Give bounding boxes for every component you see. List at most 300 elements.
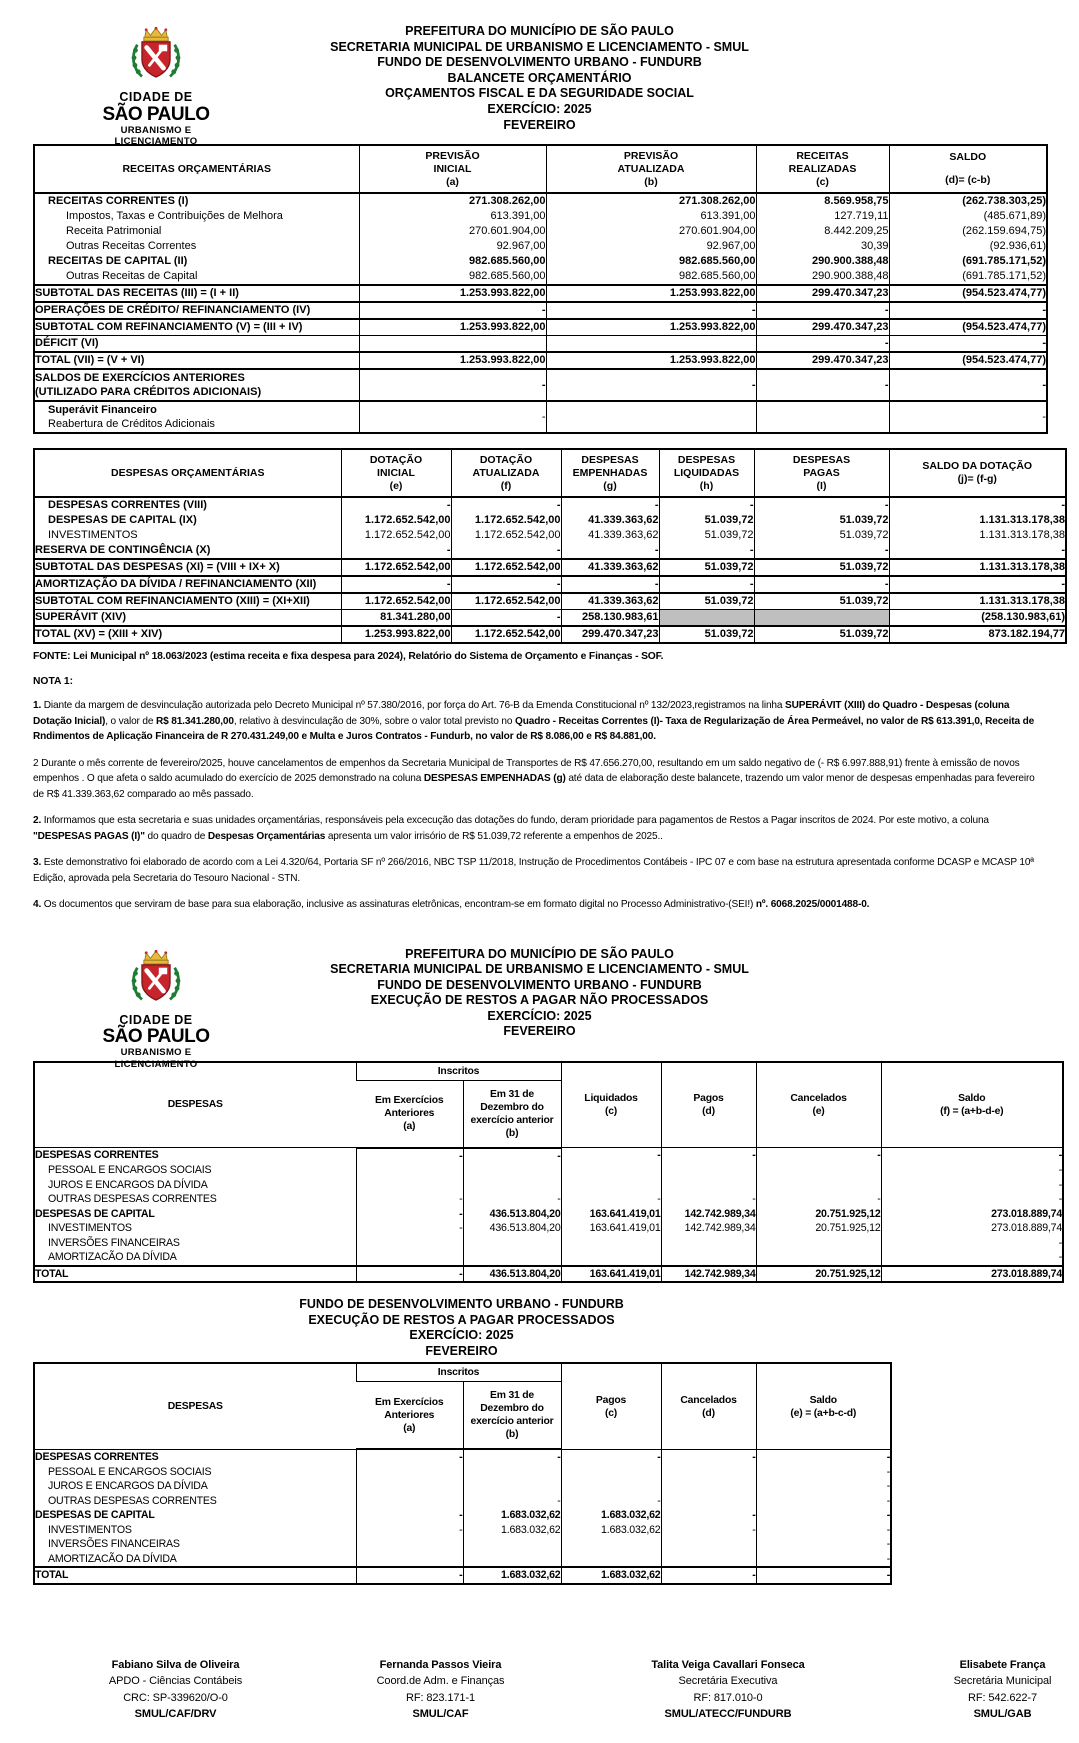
cell-value: (954.523.474,77) <box>889 285 1047 302</box>
text-line: FEVEREIRO <box>503 1024 576 1039</box>
table-row <box>34 193 1047 209</box>
col-header-previsao-inicial <box>359 145 546 193</box>
cell-value <box>561 1537 661 1552</box>
row-label: Outras Receitas de Capital <box>66 270 198 282</box>
text-line: Em 31 de <box>489 1088 535 1100</box>
col-header-cancelados <box>661 1363 756 1449</box>
text-line: EXERCÍCIO: 2025 <box>409 1328 514 1343</box>
cell-value <box>463 1465 561 1480</box>
cell-value: - <box>356 1449 463 1465</box>
col-header-despesas-liquidadas <box>659 449 754 497</box>
cell-value <box>463 1537 561 1552</box>
text-line: DOTAÇÃO <box>479 453 533 466</box>
col-header-31-dezembro <box>463 1080 561 1148</box>
note-segment: DESPESAS EMPENHADAS (g) <box>423 773 566 784</box>
col-header-exercicios-anteriores <box>356 1382 463 1450</box>
cell-value: (691.785.171,52) <box>889 254 1047 269</box>
cell-value: 1.172.652.542,00 <box>341 593 451 610</box>
col-header-dotacao-inicial <box>341 449 451 497</box>
table-row <box>34 224 1047 239</box>
cell-value: 1.172.652.542,00 <box>341 513 451 528</box>
text-line: PREVISÃO <box>623 149 679 162</box>
table-row <box>34 1192 1063 1207</box>
col-header-despesas: DESPESAS <box>34 1363 356 1449</box>
cell-value: - <box>546 369 756 401</box>
cell-value: - <box>881 1178 1063 1193</box>
text-line: INICIAL <box>377 466 415 479</box>
cell-value: 1.253.993.822,00 <box>341 626 451 643</box>
row-label: DÉFICIT (VI) <box>34 336 359 353</box>
cell-value: 1.172.652.542,00 <box>451 513 561 528</box>
table-row <box>34 497 1066 513</box>
table-row <box>34 1479 891 1494</box>
cell-value: - <box>451 543 561 559</box>
receitas-table-header <box>34 145 1047 193</box>
cell-value: - <box>356 1508 463 1523</box>
table-row <box>34 1207 1063 1222</box>
cell-value: (92.936,61) <box>889 239 1047 254</box>
cell-value <box>561 1479 661 1494</box>
cell-value: 299.470.347,23 <box>756 319 889 336</box>
text-line: (a) <box>403 1422 416 1434</box>
cell-value: 41.339.363,62 <box>561 559 659 576</box>
table-row <box>34 254 1047 269</box>
text-line: Coord.de Adm. e Finanças <box>376 1675 505 1688</box>
text-line: exercício anterior <box>470 1416 554 1428</box>
cell-value: - <box>881 1236 1063 1251</box>
cell-value: - <box>463 1494 561 1509</box>
table-row <box>34 513 1066 528</box>
col-header-despesas: DESPESAS <box>34 1062 356 1148</box>
cell-value <box>561 1178 661 1193</box>
cell-value: 51.039,72 <box>659 559 754 576</box>
cell-value <box>756 1163 881 1178</box>
cell-value <box>356 1494 463 1509</box>
text-line: Em Exercícios <box>375 1095 444 1106</box>
cell-value <box>546 336 756 353</box>
row-label: INVESTIMENTOS <box>48 1523 132 1536</box>
text-line: Saldo <box>809 1394 837 1406</box>
cell-value: - <box>756 1479 891 1494</box>
cell-value: - <box>889 336 1047 353</box>
row-label: INVESTIMENTOS <box>48 529 138 541</box>
cell-value: 1.172.652.542,00 <box>341 559 451 576</box>
row-label: AMORTIZAÇÃO DA DÍVIDA / REFINANCIAMENTO (XII) <box>34 576 341 593</box>
row-label: DESPESAS CORRENTES <box>35 1149 159 1162</box>
cell-value <box>546 401 756 433</box>
row-label: SUBTOTAL DAS RECEITAS (III) = (I + II) <box>34 285 359 302</box>
cell-value: 51.039,72 <box>754 513 889 528</box>
cell-value: 873.182.194,77 <box>889 626 1066 643</box>
cell-value: 142.742.989,34 <box>661 1266 756 1283</box>
logo-text-licenciamento: LICENCIAMENTO <box>114 1058 198 1070</box>
despesas-table-header <box>34 449 1066 497</box>
cell-value <box>661 1537 756 1552</box>
text-line: DESPESAS <box>581 453 639 466</box>
text-line: Dezembro do <box>480 1101 544 1113</box>
text-line: Em 31 de <box>489 1390 535 1402</box>
row-label: RESERVA DE CONTINGÊNCIA (X) <box>35 544 211 556</box>
cell-value: - <box>756 1148 881 1164</box>
col-header-pagos <box>561 1363 661 1449</box>
cell-value: - <box>463 1192 561 1207</box>
row-label: TOTAL <box>34 1567 356 1584</box>
cell-value: 982.685.560,00 <box>359 254 546 269</box>
cell-value: 1.131.313.178,38 <box>889 593 1066 610</box>
cell-value: - <box>659 543 754 559</box>
cell-value: - <box>756 369 889 401</box>
cell-value: 299.470.347,23 <box>756 352 889 369</box>
col-header-liquidados <box>561 1062 661 1148</box>
cell-value <box>756 1236 881 1251</box>
note-segment: do quadro de <box>144 830 208 842</box>
city-logo <box>91 26 221 147</box>
col-header-saldo-dotacao <box>889 449 1066 497</box>
signature-elisabete <box>893 1657 1079 1723</box>
table-row <box>34 209 1047 224</box>
cell-value <box>659 610 754 627</box>
cell-value: 299.470.347,23 <box>561 626 659 643</box>
row-label: SALDOS DE EXERCÍCIOS ANTERIORES (UTILIZADO PARA CRÉDITOS ADICIONAIS) <box>34 369 359 401</box>
text-line: EXERCÍCIO: 2025 <box>487 101 592 116</box>
cell-value: - <box>356 1207 463 1222</box>
cell-value: 1.683.032,62 <box>463 1567 561 1584</box>
cell-value: 51.039,72 <box>754 528 889 543</box>
logo-text-licenciamento: LICENCIAMENTO <box>114 136 198 147</box>
cell-value: - <box>356 1192 463 1207</box>
cell-value: 982.685.560,00 <box>546 269 756 285</box>
receitas-table-body <box>34 193 1047 433</box>
cell-value <box>356 1250 463 1266</box>
cell-value: 273.018.889,74 <box>881 1266 1063 1283</box>
row-label: Superávit Financeiro Reabertura de Créditos Adicionais <box>34 401 359 433</box>
cell-value: 613.391,00 <box>359 209 546 224</box>
rpp-table-header <box>34 1363 891 1449</box>
row-label: OPERAÇÕES DE CRÉDITO/ REFINANCIAMENTO (IV) <box>34 302 359 319</box>
cell-value <box>661 1552 756 1568</box>
text-line: (d)= (c-b) <box>945 174 991 186</box>
cell-value: (691.785.171,52) <box>889 269 1047 285</box>
table-row <box>34 1148 1063 1164</box>
note-segment: 2. <box>33 815 42 826</box>
row-label: Receita Patrimonial <box>66 225 162 237</box>
cell-value <box>463 1163 561 1178</box>
col-header-despesas-empenhadas <box>561 449 659 497</box>
row-label: AMORTIZACÃO DA DÍVIDA <box>48 1251 177 1263</box>
note-paragraph-2b <box>33 813 1046 844</box>
table-row <box>34 319 1047 336</box>
cell-value: - <box>546 302 756 319</box>
cell-value: 51.039,72 <box>659 593 754 610</box>
cell-value: 51.039,72 <box>659 528 754 543</box>
cell-value: - <box>661 1148 756 1164</box>
col-header-receitas: RECEITAS ORÇAMENTÁRIAS <box>34 145 359 193</box>
cell-value: 290.900.388,48 <box>756 269 889 285</box>
cell-value: - <box>756 336 889 353</box>
text-line: PREFEITURA DO MUNICÍPIO DE SÃO PAULO <box>405 946 674 961</box>
cell-value: 1.683.032,62 <box>463 1508 561 1523</box>
note-segment: Informamos que esta secretaria e suas unidades orçamentárias, responsáveis pela excecução das dotações do fundo, deram prioridade para pagamentos de Restos a Pagar inscritos de 2024. Por este motivo, a coluna <box>41 815 989 826</box>
text-line: FUNDO DE DESENVOLVIMENTO URBANO - FUNDURB <box>377 977 702 992</box>
cell-value: 1.172.652.542,00 <box>451 559 561 576</box>
col-header-previsao-atualizada <box>546 145 756 193</box>
cell-value: 51.039,72 <box>754 626 889 643</box>
cell-value: 982.685.560,00 <box>359 269 546 285</box>
cell-value: - <box>661 1192 756 1207</box>
note-segment: 3. <box>33 857 42 868</box>
note-segment: Quadro - Receitas Correntes (I)- Taxa de Regularização de Área Permeável, no valor de R$ 613.391,0, Receita de Rndimentos de Aplicação Financeira de R 270.431.249,00 e Multa e Juros Contratos - Fundurb, no valor de R$ 8.086,00 e R$ 84.881,00. <box>33 715 1035 742</box>
section2-header <box>33 946 1046 1070</box>
text-line: Fabiano Silva de Oliveira <box>111 1658 240 1671</box>
receitas-table <box>33 144 1048 434</box>
cell-value: 436.513.804,20 <box>463 1266 561 1283</box>
cell-value: 273.018.889,74 <box>881 1207 1063 1222</box>
table-row <box>34 352 1047 369</box>
cell-value: - <box>754 576 889 593</box>
signature-fernanda <box>318 1657 563 1723</box>
row-label: DESPESAS CORRENTES (VIII) <box>48 499 207 511</box>
cell-value: - <box>451 576 561 593</box>
row-label: INVESTIMENTOS <box>48 1222 132 1234</box>
text-line: SECRETARIA MUNICIPAL DE URBANISMO E LICENCIAMENTO - SMUL <box>330 39 749 54</box>
row-label: SUBTOTAL COM REFINANCIAMENTO (V) = (III + IV) <box>34 319 359 336</box>
table-row <box>34 593 1066 610</box>
cell-value: (262.738.303,25) <box>889 193 1047 209</box>
note-segment: Os documentos que serviram de base para sua elaboração, inclusive as assinaturas eletrônicas, encontram-se em formato digital no Processo Administrativo-(SEI!) <box>41 899 756 910</box>
cell-value: 127.719,11 <box>756 209 889 224</box>
cell-value: - <box>451 497 561 513</box>
cell-value <box>561 1236 661 1251</box>
table-row <box>34 1449 891 1465</box>
cell-value: 51.039,72 <box>754 593 889 610</box>
signature-talita <box>563 1657 893 1723</box>
row-label: RECEITAS DE CAPITAL (II) <box>48 255 188 267</box>
text-line: EXECUÇÃO DE RESTOS A PAGAR NÃO PROCESSADOS <box>370 993 709 1008</box>
table-row <box>34 401 1047 433</box>
text-line: PREVISÃO <box>425 149 480 162</box>
cell-value: - <box>359 401 546 433</box>
col-header-exercicios-anteriores <box>356 1080 463 1148</box>
table-row <box>34 1163 1063 1178</box>
logo-text-sao-paulo: SÃO PAULO <box>102 1026 210 1047</box>
text-line: RF: 542.622-7 <box>967 1691 1038 1704</box>
note-segment: R$ 81.341.280,00 <box>156 715 234 727</box>
row-label: JUROS E ENCARGOS DA DÍVIDA <box>48 1480 208 1493</box>
cell-value <box>463 1250 561 1266</box>
col-header-inscritos-group: Inscritos <box>356 1363 561 1382</box>
cell-value: 20.751.925,12 <box>756 1207 881 1222</box>
col-header-inscritos-group: Inscritos <box>356 1062 561 1081</box>
cell-value: (258.130.983,61) <box>889 610 1066 627</box>
text-line: Cancelados <box>680 1394 737 1406</box>
cell-value: - <box>356 1266 463 1283</box>
cell-value: 1.172.652.542,00 <box>451 528 561 543</box>
table-row <box>34 1552 891 1568</box>
cell-value: - <box>451 610 561 627</box>
note-segment: , relativo à desvinculação de 30%, sobre o valor total previsto no <box>233 715 516 727</box>
text-line: LIQUIDADAS <box>673 466 740 479</box>
cell-value: - <box>756 1494 891 1509</box>
table-row <box>34 1178 1063 1193</box>
text-line: PREFEITURA DO MUNICÍPIO DE SÃO PAULO <box>405 24 674 38</box>
cell-value <box>356 1163 463 1178</box>
cell-value: 299.470.347,23 <box>756 285 889 302</box>
sao-paulo-coat-of-arms-icon <box>125 26 187 84</box>
cell-value: 1.683.032,62 <box>463 1523 561 1538</box>
cell-value <box>661 1163 756 1178</box>
text-line: (h) <box>699 479 714 492</box>
text-line: Pagos <box>693 1092 724 1104</box>
cell-value: 1.253.993.822,00 <box>359 319 546 336</box>
text-line: (f) <box>500 479 512 492</box>
despesas-table <box>33 448 1067 644</box>
cell-value: 8.442.209,25 <box>756 224 889 239</box>
cell-value: - <box>659 576 754 593</box>
row-label: TOTAL (XV) = (XIII + XIV) <box>34 626 341 643</box>
cell-value: 51.039,72 <box>659 626 754 643</box>
note-paragraph-3 <box>33 855 1046 886</box>
text-line: BALANCETE ORÇAMENTÁRIO <box>447 70 632 85</box>
text-line: FUNDO DE DESENVOLVIMENTO URBANO - FUNDURB <box>377 55 702 70</box>
cell-value: - <box>561 1192 661 1207</box>
cell-value <box>756 1250 881 1266</box>
row-label: INVERSÕES FINANCEIRAS <box>48 1236 180 1249</box>
row-label: OUTRAS DESPESAS CORRENTES <box>48 1193 217 1205</box>
cell-value: 41.339.363,62 <box>561 593 659 610</box>
cell-value: (954.523.474,77) <box>889 319 1047 336</box>
cell-value: - <box>756 1523 891 1538</box>
table-row <box>34 1494 891 1509</box>
restos-nao-processados-table <box>33 1058 1064 1284</box>
text-line: (e) <box>812 1105 825 1117</box>
rpnp-table-header <box>34 1058 1063 1148</box>
cell-value <box>561 1163 661 1178</box>
cell-value <box>356 1552 463 1568</box>
text-line: (j)= (f-g) <box>957 473 997 485</box>
cell-value: 1.172.652.542,00 <box>451 593 561 610</box>
table-row <box>34 369 1047 401</box>
cell-value: - <box>661 1449 756 1465</box>
text-line: Cancelados <box>790 1092 847 1104</box>
text-line: Elisabete França <box>959 1658 1046 1671</box>
col-header-saldo <box>889 145 1047 193</box>
cell-value: 1.253.993.822,00 <box>546 285 756 302</box>
row-label: PESSOAL E ENCARGOS SOCIAIS <box>48 1164 212 1176</box>
table-row <box>34 1537 891 1552</box>
cell-value: 142.742.989,34 <box>661 1221 756 1236</box>
col-header-dotacao-atualizada <box>451 449 561 497</box>
text-line: REALIZADAS <box>788 162 857 175</box>
col-header-saldo <box>756 1363 891 1449</box>
col-header-31-dezembro <box>463 1382 561 1450</box>
table-row <box>34 576 1066 593</box>
text-line: Anteriores <box>384 1108 435 1119</box>
text-line: Anteriores <box>384 1409 435 1421</box>
text-line: (f) = (a+b-d-e) <box>940 1105 1004 1117</box>
row-label: PESSOAL E ENCARGOS SOCIAIS <box>48 1465 212 1478</box>
row-label: INVERSÕES FINANCEIRAS <box>48 1538 180 1551</box>
fonte-line: FONTE: Lei Municipal nº 18.063/2023 (estima receita e fixa despesa para 2024), Relatório do Sistema de Orçamento e Finanças - SOF. <box>33 651 664 662</box>
table-row <box>34 1221 1063 1236</box>
cell-value: 1.253.993.822,00 <box>359 285 546 302</box>
cell-value: - <box>341 543 451 559</box>
text-line: SMUL/GAB <box>973 1708 1032 1721</box>
cell-value: - <box>889 576 1066 593</box>
cell-value: - <box>561 1494 661 1509</box>
cell-value <box>661 1494 756 1509</box>
city-logo-2 <box>91 949 221 1070</box>
logo-text-cidade-de: CIDADE DE <box>119 1012 193 1027</box>
logo-text-urbanismo: URBANISMO E <box>120 1047 192 1058</box>
cell-value: - <box>356 1148 463 1164</box>
cell-value: - <box>756 302 889 319</box>
cell-value: 30,39 <box>756 239 889 254</box>
text-line: (b) <box>644 175 658 188</box>
rpp-table-body <box>34 1449 891 1584</box>
text-line: (d) <box>702 1105 715 1117</box>
cell-value <box>463 1236 561 1251</box>
cell-value <box>661 1250 756 1266</box>
text-line: (c) <box>604 1105 618 1117</box>
cell-value: 1.253.993.822,00 <box>546 319 756 336</box>
table-row <box>34 626 1066 643</box>
text-line: EXERCÍCIO: 2025 <box>487 1008 592 1023</box>
cell-value: 1.131.313.178,38 <box>889 528 1066 543</box>
cell-value <box>463 1552 561 1568</box>
cell-value: - <box>754 543 889 559</box>
text-line: (d) <box>702 1407 715 1419</box>
text-line: EMPENHADAS <box>572 466 648 479</box>
cell-value: 20.751.925,12 <box>756 1221 881 1236</box>
cell-value <box>661 1178 756 1193</box>
cell-value: - <box>661 1508 756 1523</box>
cell-value: 163.641.419,01 <box>561 1207 661 1222</box>
text-line: exercício anterior <box>470 1114 554 1126</box>
text-line: (b) <box>505 1127 519 1139</box>
note-segment: Este demonstrativo foi elaborado de acordo com a Lei 4.320/64, Portaria SF nº 266/2016, NBC TSP 11/2018, Instrução de Procedimentos Contábeis - IPC 07 e com base na estrutura apresentada conforme DCASP e MCASP 10ª Edição, aprovada pela Secretaria do Tesouro Nacional - STN. <box>33 857 1034 884</box>
table-row <box>34 269 1047 285</box>
cell-value: 271.308.262,00 <box>546 193 756 209</box>
table-row <box>34 543 1066 559</box>
cell-value: - <box>356 1221 463 1236</box>
text-line: Secretária Executiva <box>678 1675 778 1688</box>
row-label: TOTAL <box>34 1266 356 1283</box>
note-segment: nº. 6068.2025/0001488-0. <box>755 899 870 910</box>
row-label: Outras Receitas Correntes <box>66 240 197 252</box>
row-label: DESPESAS DE CAPITAL <box>35 1207 155 1220</box>
note-paragraph-4 <box>33 897 1046 913</box>
table-row <box>34 1523 891 1538</box>
cell-value: - <box>756 1537 891 1552</box>
table-row <box>34 336 1047 353</box>
logo-text-sao-paulo: SÃO PAULO <box>102 103 210 125</box>
cell-value: - <box>659 497 754 513</box>
cell-value: - <box>881 1163 1063 1178</box>
note-segment: SUPERÁVIT (XIII) do Quadro - Despesas (coluna Dotação Inicial) <box>33 700 1010 727</box>
text-line: FEVEREIRO <box>503 117 576 132</box>
cell-value: - <box>889 369 1047 401</box>
cell-value <box>756 1178 881 1193</box>
rpnp-table-body <box>34 1148 1063 1283</box>
row-label: JUROS E ENCARGOS DA DÍVIDA <box>48 1178 208 1191</box>
cell-value: 436.513.804,20 <box>463 1207 561 1222</box>
cell-value: 273.018.889,74 <box>881 1221 1063 1236</box>
col-header-despesas-pagas <box>754 449 889 497</box>
cell-value: 613.391,00 <box>546 209 756 224</box>
sao-paulo-coat-of-arms-icon <box>125 949 187 1007</box>
col-header-saldo <box>881 1062 1063 1148</box>
table-row <box>34 1465 891 1480</box>
